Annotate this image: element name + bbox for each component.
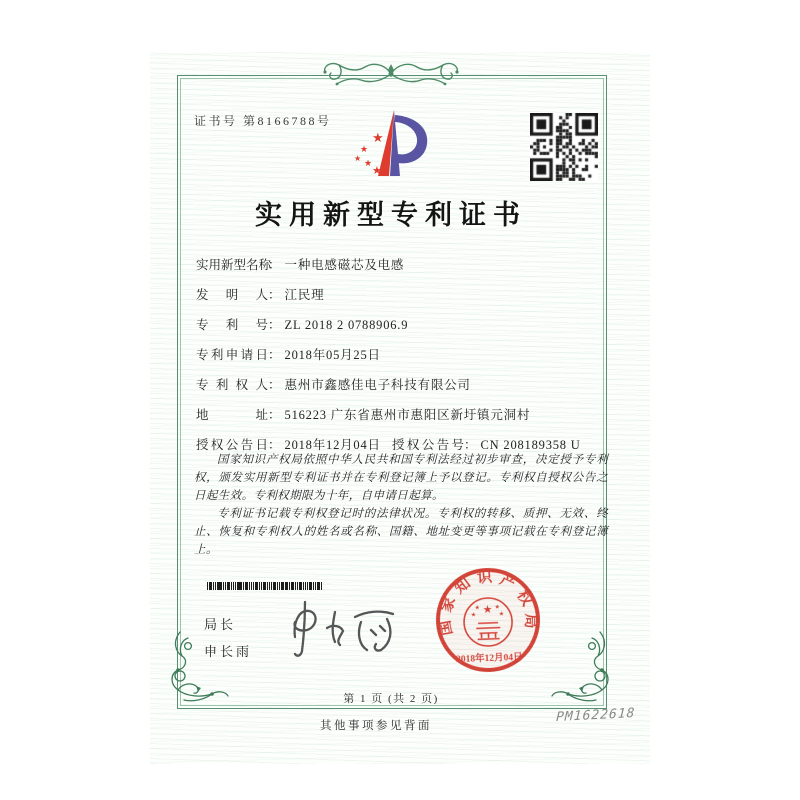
field-value: 516223 广东省惠州市惠阳区新圩镇元洞村 — [284, 408, 531, 422]
svg-text:★: ★ — [482, 602, 493, 617]
page-number: 第 1 页 (共 2 页) — [343, 693, 439, 705]
svg-text:★: ★ — [498, 610, 505, 618]
field-value: CN 208189358 U — [480, 438, 581, 452]
field-value: 惠州市鑫感佳电子科技有限公司 — [284, 378, 471, 392]
field-value: 江民理 — [284, 288, 325, 302]
field-list — [196, 250, 616, 460]
cnipa-logo-icon — [348, 102, 440, 190]
field-row-grant: 授权公告日： 2018年12月04日 授权公告号： CN 208189358 U — [196, 430, 616, 460]
barcode — [207, 582, 323, 590]
seal-date: 2018年12月04日 — [455, 652, 523, 666]
field-row-address: 地址： 516223 广东省惠州市惠阳区新圩镇元洞村 — [196, 400, 616, 430]
qr-code — [530, 113, 598, 181]
field-row-inventor: 发明人： 江民理 — [196, 280, 616, 310]
svg-text:★: ★ — [354, 154, 362, 163]
field-label: 授权公告日 — [196, 438, 268, 452]
legal-paragraph: 专利证书记载专利权登记时的法律状况。专利权的转移、质押、无效、终止、恢复和专利权人的姓名或名称、国籍、地址变更等事项记载在专利登记簿上。 — [194, 508, 608, 556]
certificate-number: 证书号 第8166788号 — [194, 114, 332, 128]
field-label: 发明人 — [196, 288, 268, 302]
svg-text:★: ★ — [364, 159, 373, 169]
field-row-patent-no: 专利号： ZL 2018 2 0788906.9 — [196, 310, 616, 340]
legal-text — [194, 451, 608, 559]
signature-icon — [283, 597, 403, 659]
certificate-title: 实用新型专利证书 — [255, 200, 527, 230]
top-flourish-icon — [317, 58, 465, 90]
field-label: 地址 — [196, 408, 268, 422]
svg-text:★: ★ — [474, 604, 481, 612]
svg-text:★: ★ — [494, 603, 501, 611]
field-grant-number: 授权公告号： CN 208189358 U — [392, 434, 581, 456]
field-label: 专利申请日 — [196, 348, 268, 362]
field-label: 授权公告号 — [392, 438, 464, 452]
official-seal — [431, 563, 545, 677]
svg-text:★: ★ — [372, 164, 382, 177]
certificate-page — [150, 52, 650, 764]
field-value: 2018年12月04日 — [284, 438, 381, 452]
director-name: 申长雨 — [204, 644, 253, 659]
director-title: 局长 — [204, 617, 237, 632]
svg-text:★: ★ — [470, 611, 477, 619]
legal-paragraph: 国家知识产权局依照中华人民共和国专利法经过初步审查，决定授予专利权，颁发实用新型专利证书并在专利登记簿上予以登记。专利权自授权公告之日起生效。专利权期限为十年，自申请日起算。 — [194, 454, 608, 502]
field-value: ZL 2018 2 0788906.9 — [284, 318, 409, 332]
field-label: 实用新型名称 — [196, 258, 272, 272]
field-row-filing-date: 专利申请日： 2018年05月25日 — [196, 340, 616, 370]
field-row-patentee: 专利权人： 惠州市鑫感佳电子科技有限公司 — [196, 370, 616, 400]
field-value: 一种电感磁芯及电感 — [284, 258, 405, 272]
field-label: 专利号 — [196, 318, 268, 332]
director-block — [204, 614, 252, 668]
field-row-name: 实用新型名称： 一种电感磁芯及电感 — [196, 250, 616, 280]
svg-text:★: ★ — [372, 131, 384, 146]
seal-text: 国家知识产权局 — [437, 569, 539, 637]
field-value: 2018年05月25日 — [284, 348, 381, 362]
back-note: 其他事项参见背面 — [320, 720, 432, 732]
handwritten-note: PM1622618 — [555, 705, 636, 726]
field-label: 专利权人 — [196, 378, 268, 392]
svg-text:★: ★ — [360, 145, 369, 155]
